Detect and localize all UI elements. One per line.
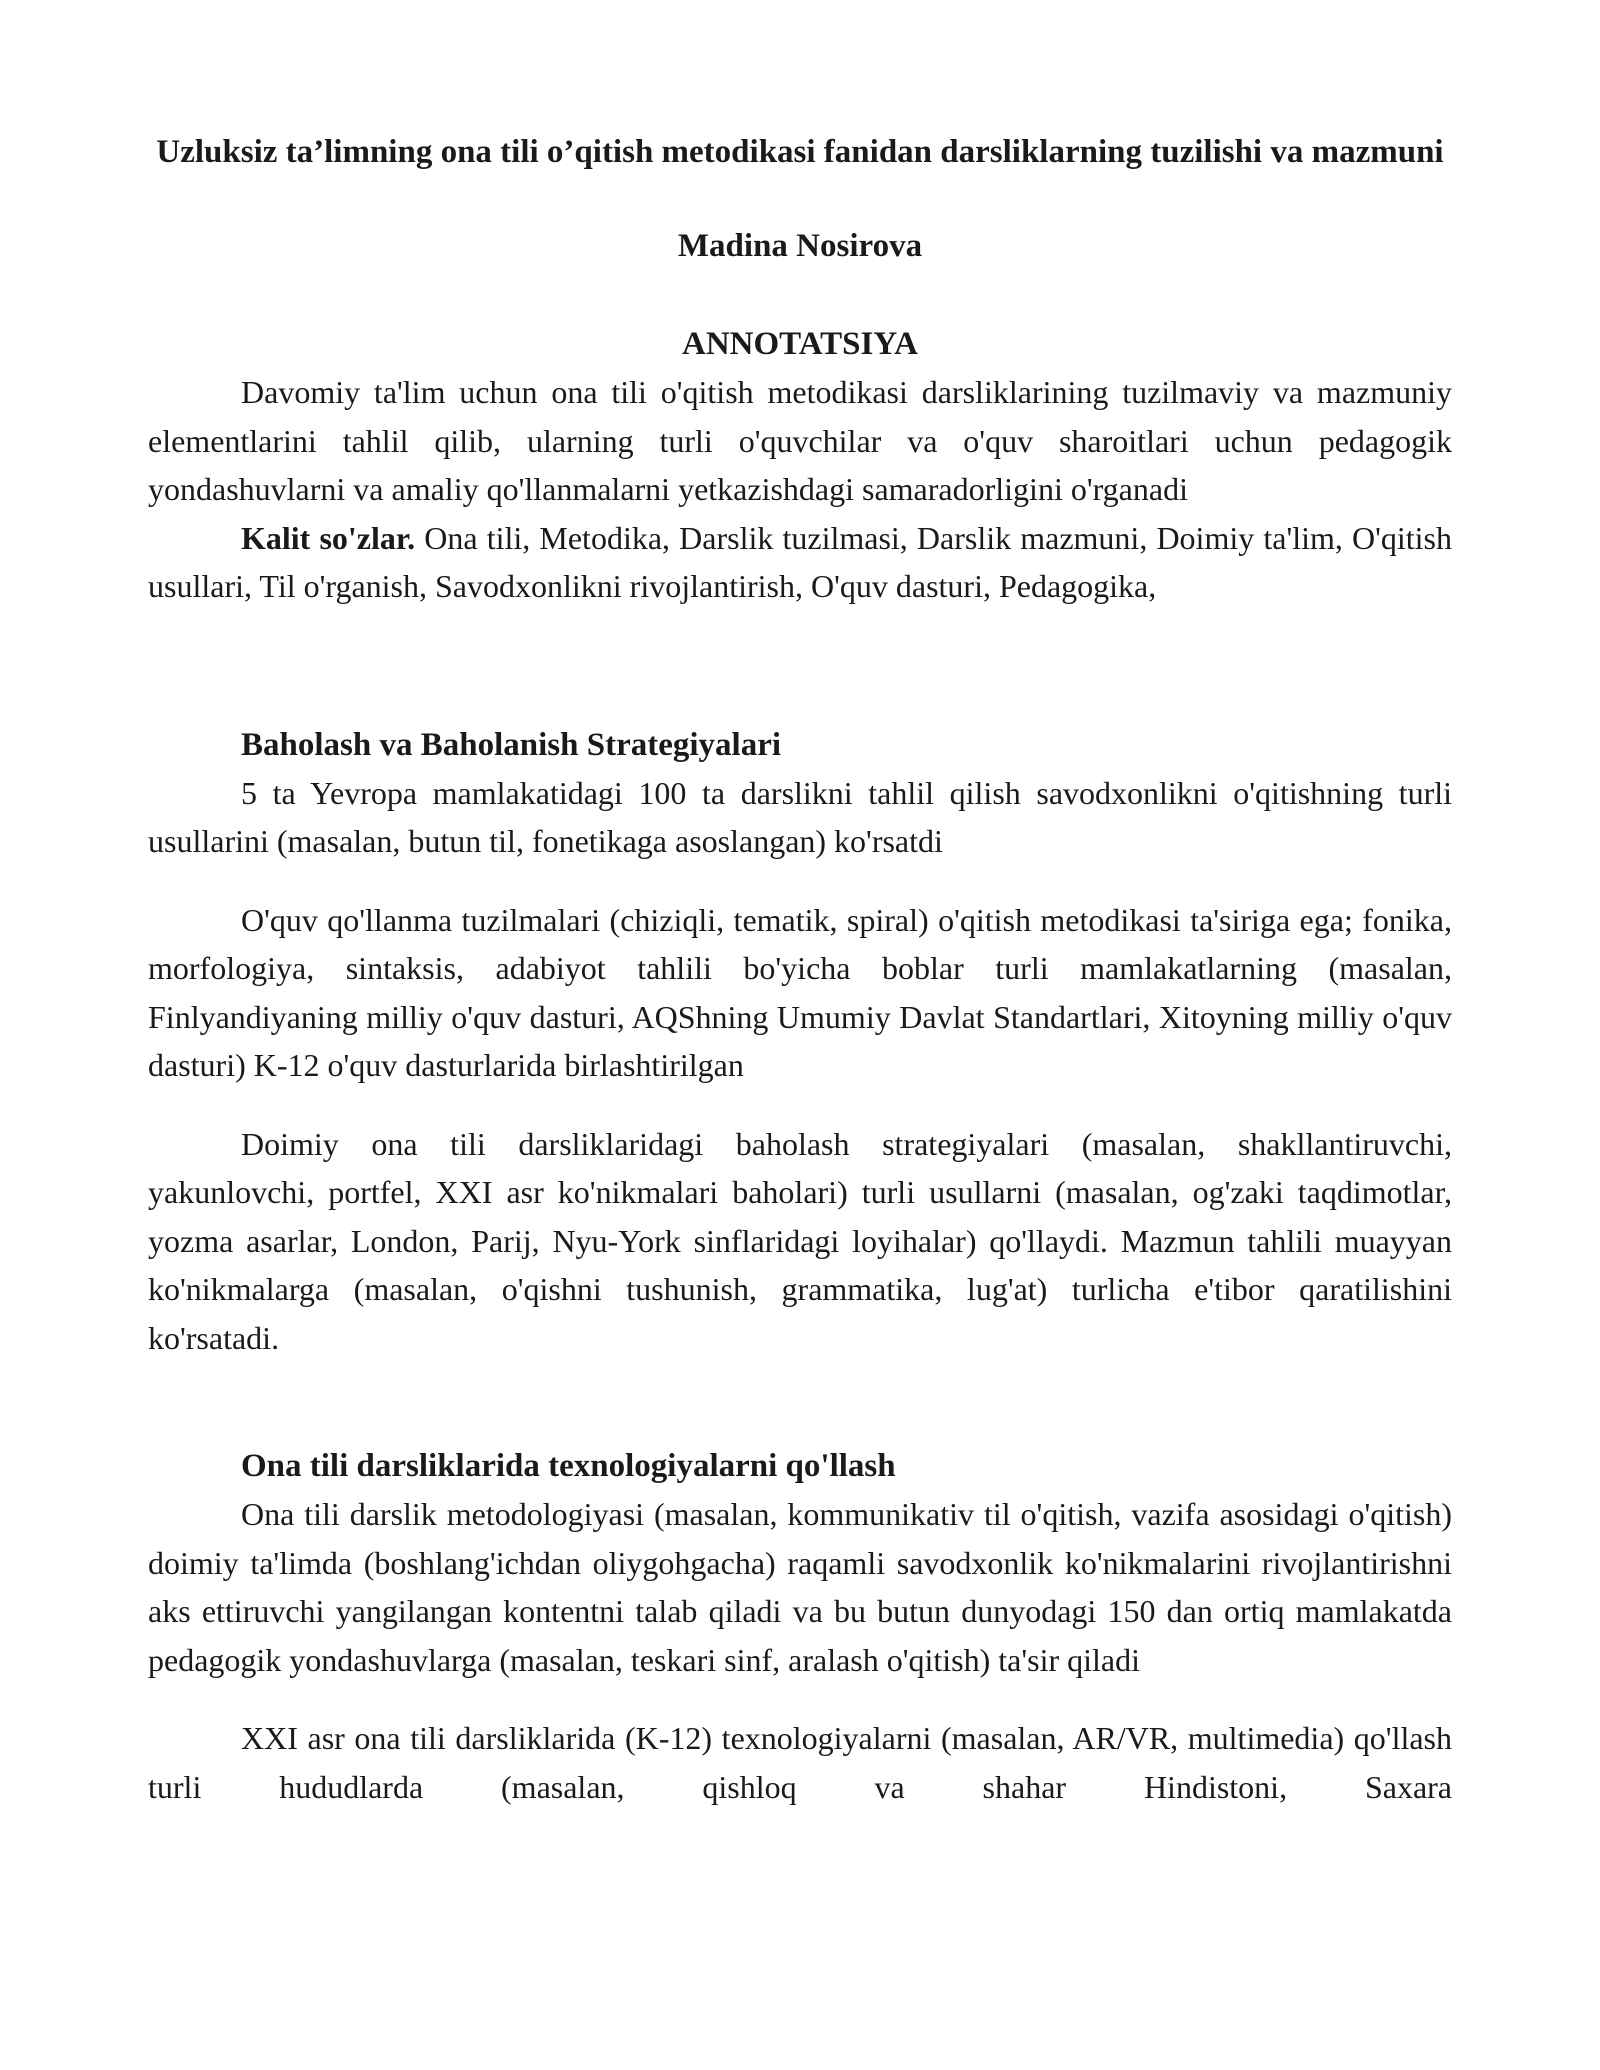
annotation-heading: ANNOTATSIYA <box>682 326 918 362</box>
keywords-label: Kalit so'zlar. <box>241 519 416 556</box>
annotation-text: Davomiy ta'lim uchun ona tili o'qitish metodikasi darsliklarining tuzilmaviy va mazmuniy elementlarini tahlil qilib, ularning turli o'quvchilar va o'quv sharoitlari uchun pedagogik yondashuvlarni va amaliy qo'llanmalarni yetkazishdagi samaradorligini o'rganadi <box>148 374 1452 507</box>
paragraph: O'quv qo'llanma tuzilmalari (chiziqli, tematik, spiral) o'qitish metodikasi ta'siriga ega; fonika, morfologiya, sintaksis, adabiyot tahlili bo'yicha boblar turli mamlakatlarning (masalan, Finlyandiyaning milliy o'quv dasturi, AQShning Umumiy Davlat Standartlari, Xitoyning milliy o'quv dasturi) K-12 o'quv dasturlarida birlashtirilgan <box>148 901 1452 1083</box>
author-name: Madina Nosirova <box>677 228 923 264</box>
paragraph: Doimiy ona tili darsliklaridagi baholash strategiyalari (masalan, shakllantiruvchi, yakunlovchi, portfel, XXI asr ko'nikmalari baholari) turli usullarni (masalan, og'zaki taqdimotlar, yozma asarlar, London, Parij, Nyu-York sinflaridagi loyihalar) qo'llaydi. Mazmun tahlili muayyan ko'nikmalarga (masalan, o'qishni tushunish, grammatika, lug'at) turlicha e'tibor qaratilishini ko'rsatadi. <box>148 1125 1452 1356</box>
paragraph: 5 ta Yevropa mamlakatidagi 100 ta darslikni tahlil qilish savodxonlikni o'qitishning turli usullarini (masalan, butun til, fonetikaga asoslangan) ko'rsatdi <box>148 774 1452 859</box>
keywords-text: Ona tili, Metodika, Darslik tuzilmasi, Darslik mazmuni, Doimiy ta'lim, O'qitish usullari, Til o'rganish, Savodxonlikni rivojlantirish, O'quv dasturi, Pedagogika, <box>148 519 1453 604</box>
section-heading-technology: Ona tili darsliklarida texnologiyalarni qo'llash <box>241 1448 896 1484</box>
paragraph: Ona tili darslik metodologiyasi (masalan, kommunikativ til o'qitish, vazifa asosidagi o'qitish) doimiy ta'limda (boshlang'ichdan oliygohgacha) raqamli savodxonlik ko'nikmalarini rivojlantirishni aks ettiruvchi yangilangan kontentni talab qiladi va bu butun dunyodagi 150 dan ortiq mamlakatda pedagogik yondashuvlarga (masalan, teskari sinf, aralash o'qitish) ta'sir qiladi <box>148 1496 1452 1678</box>
document-page <box>148 128 1452 1811</box>
keywords-paragraph <box>148 514 1452 611</box>
paragraph: XXI asr ona tili darsliklarida (K-12) texnologiyalarni (masalan, AR/VR, multimedia) qo'llash turli hududlarda (masalan, qishloq va shahar Hindistoni, Saxara <box>148 1720 1452 1805</box>
paper-title: Uzluksiz ta’limning ona tili o’qitish metodikasi fanidan darsliklarning tuzilishi va mazmuni <box>156 134 1444 170</box>
section-heading-assessment: Baholash va Baholanish Strategiyalari <box>241 726 782 763</box>
